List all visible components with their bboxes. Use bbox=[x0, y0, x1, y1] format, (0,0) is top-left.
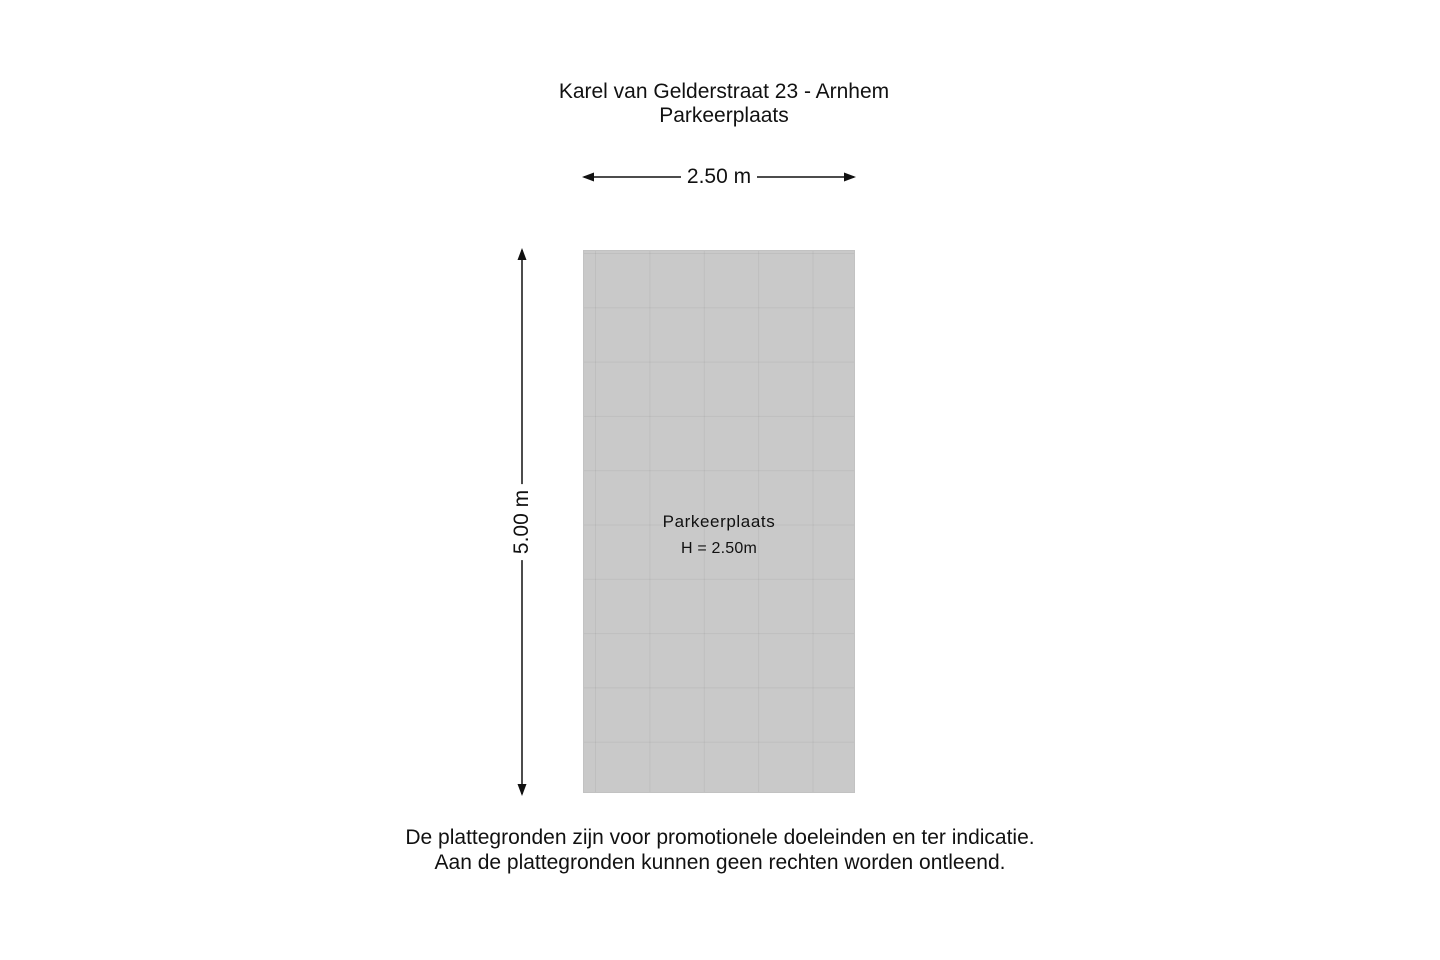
parking-space-room bbox=[583, 250, 855, 793]
disclaimer bbox=[0, 825, 1440, 875]
disclaimer-line-2: Aan de plattegronden kunnen geen rechten worden ontleend. bbox=[434, 851, 1006, 874]
room-name: Parkeerplaats bbox=[662, 512, 776, 531]
room-height: H = 2.50m bbox=[680, 540, 758, 557]
width-dimension-label: 2.50 m bbox=[681, 165, 757, 188]
disclaimer-line-1: De plattegronden zijn voor promotionele doeleinden en ter indicatie. bbox=[405, 826, 1035, 849]
address-title: Karel van Gelderstraat 23 - Arnhem bbox=[558, 80, 890, 103]
floor-title: Parkeerplaats bbox=[659, 104, 789, 127]
length-dimension-label: 5.00 m bbox=[509, 484, 535, 560]
plan-title bbox=[0, 80, 1440, 128]
width-dimension bbox=[582, 162, 856, 192]
room-label bbox=[583, 508, 855, 562]
